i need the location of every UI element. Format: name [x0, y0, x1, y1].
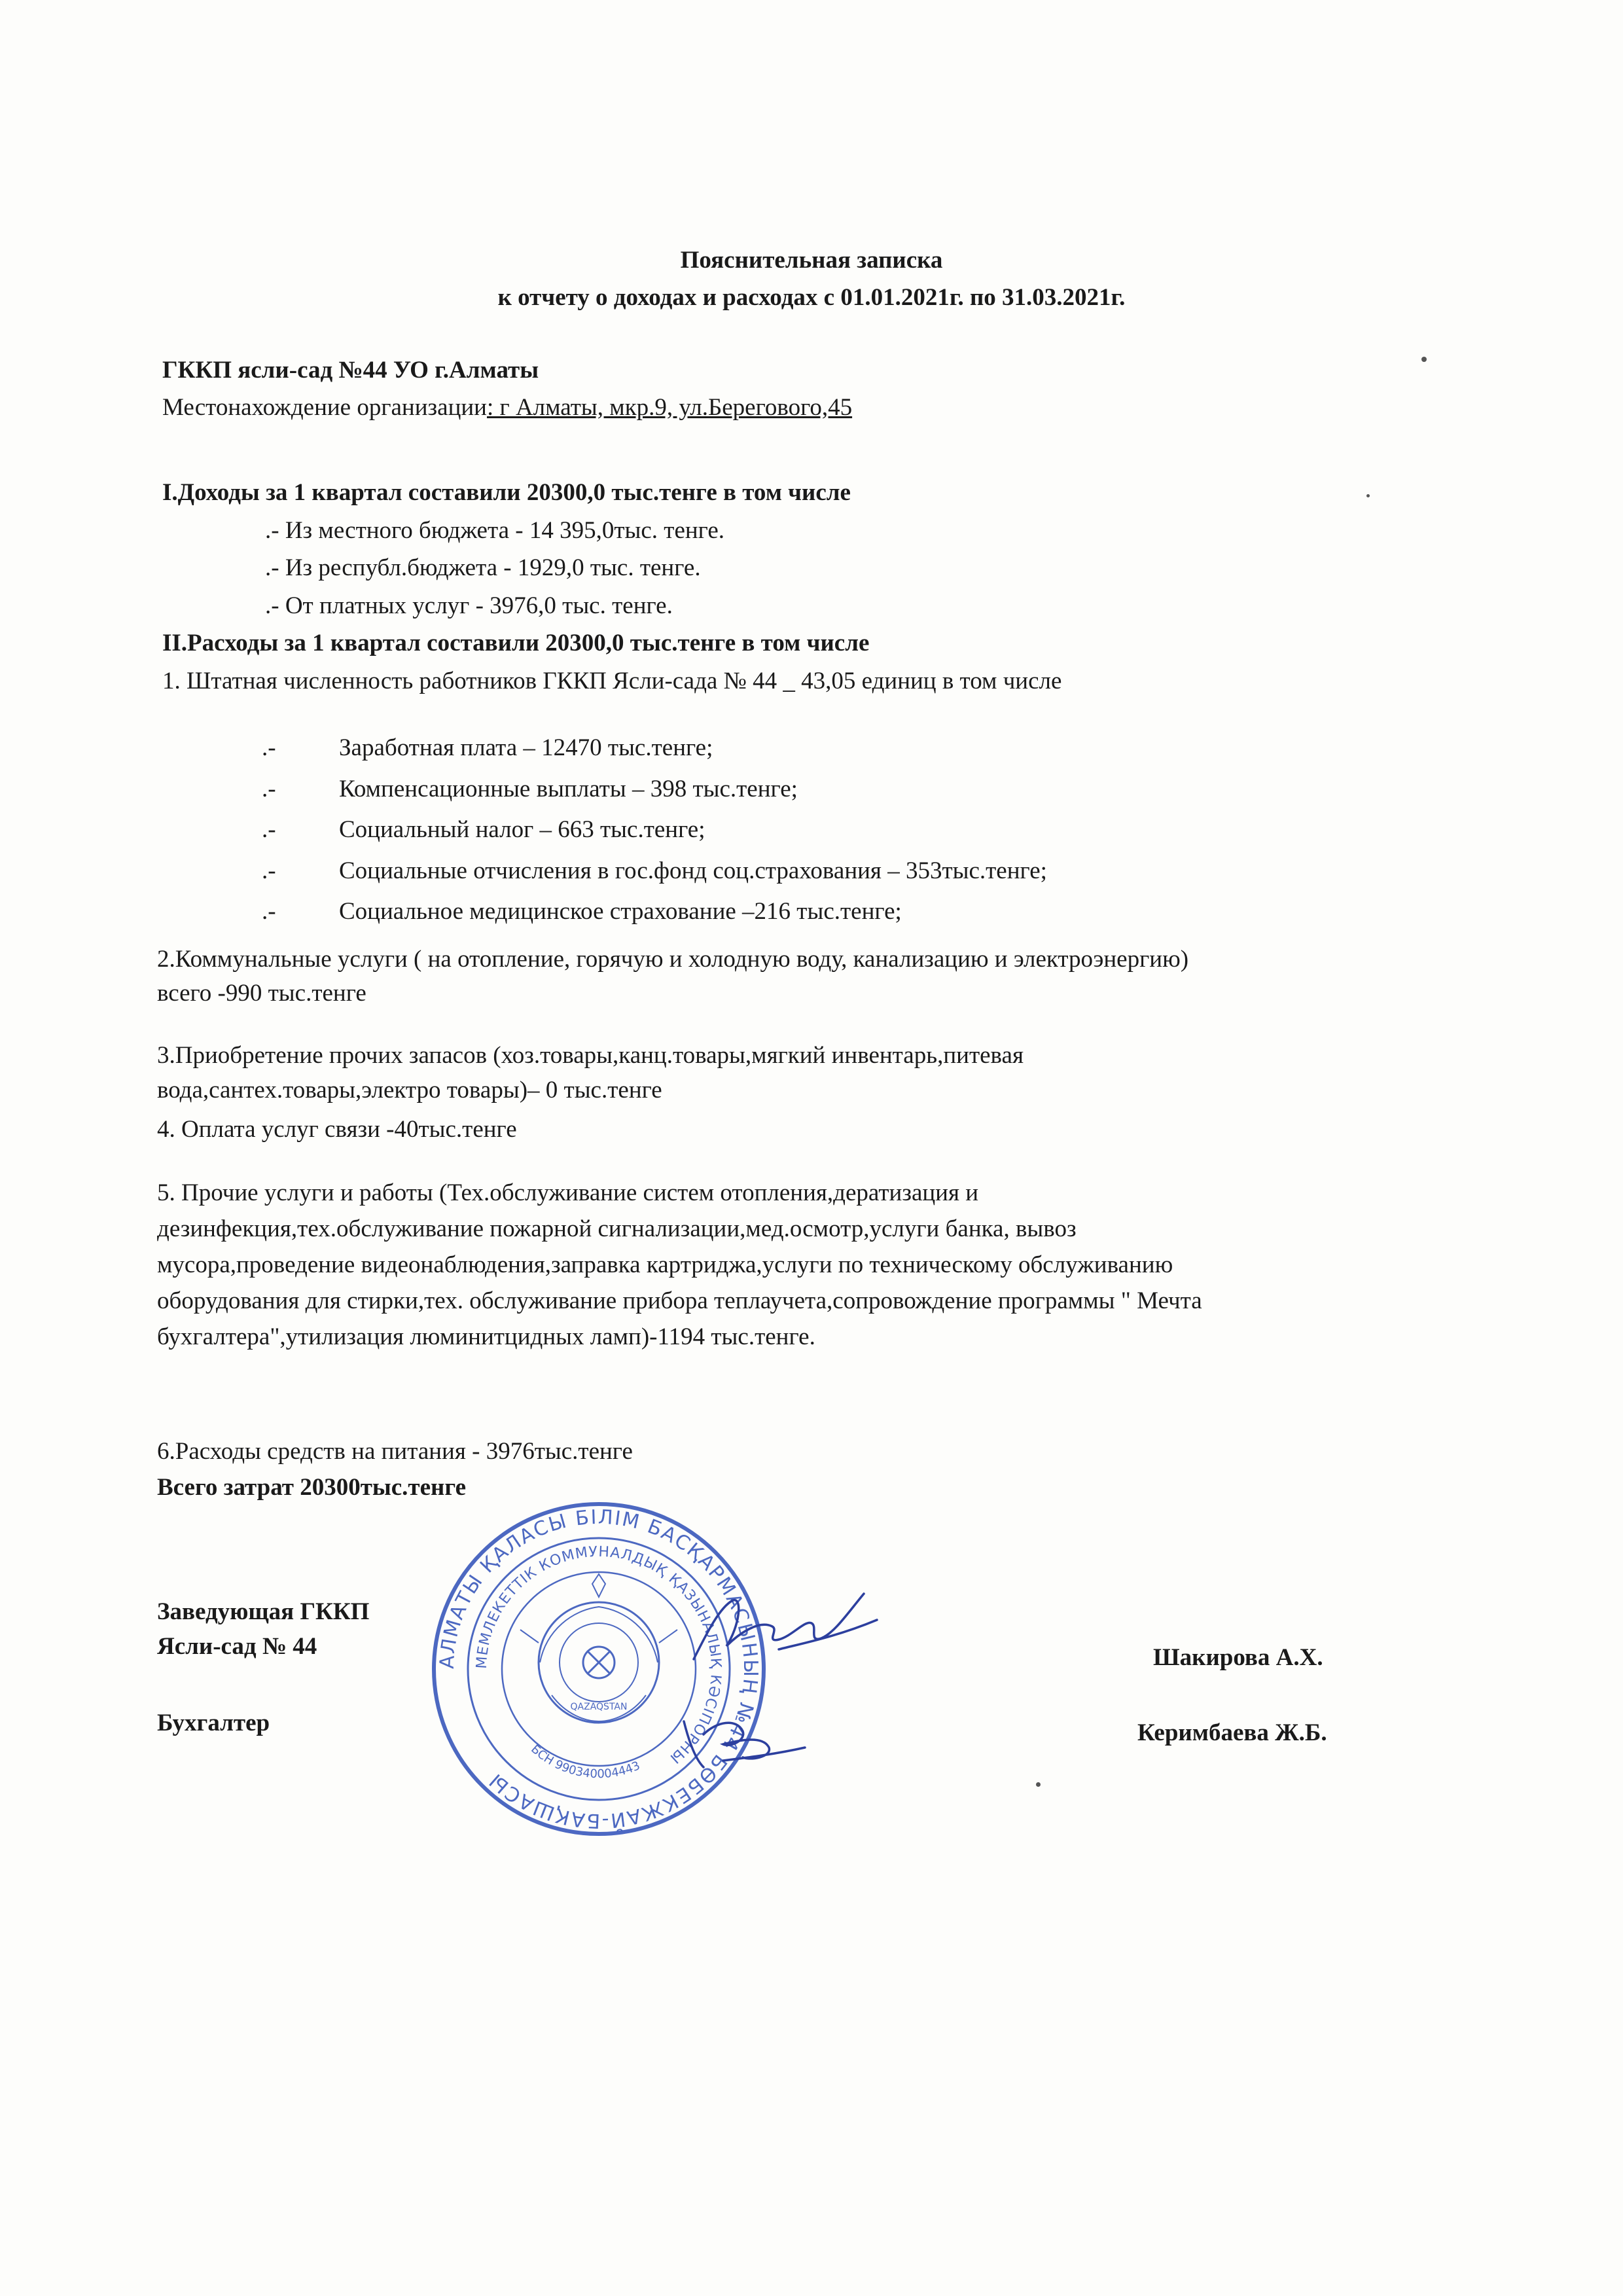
utilities-line: 2.Коммунальные услуги ( на отопление, горячую и холодную воду, канализацию и электроэнергию) [157, 946, 1189, 973]
scan-speck [1421, 357, 1427, 362]
scan-speck [1036, 1782, 1041, 1787]
accountant-title: Бухгалтер [157, 1710, 270, 1736]
staff-item-text: Социальное медицинское страхование –216 тыс.тенге; [339, 898, 902, 925]
income-item: .- От платных услуг - 3976,0 тыс. тенге. [265, 592, 673, 619]
other-services-line: 5. Прочие услуги и работы (Тех.обслуживание систем отопления,дератизация и [157, 1179, 979, 1206]
other-services-line: бухгалтера",утилизация люминитцидных ламп)-1194 тыс.тенге. [157, 1323, 815, 1350]
staff-item-marker: .- [262, 857, 276, 884]
seal-outer-text: АЛМАТЫ ҚАЛАСЫ БІЛІМ БАСҚАРМАСЫНЫҢ №44 БӨБЕКЖАЙ-БАҚШАСЫ [435, 1505, 762, 1833]
head-name: Шакирова А.Х. [1153, 1644, 1323, 1671]
staff-item-marker: .- [262, 898, 276, 925]
organization-location [162, 393, 852, 423]
staff-item-marker: .- [262, 776, 276, 802]
location-value: : г Алматы, мкр.9, ул.Берегового,45 [486, 394, 853, 421]
staff-item-marker: .- [262, 816, 276, 843]
seal-bin-text: БСН 990340004443 [528, 1742, 643, 1782]
income-item: .- Из местного бюджета - 14 395,0тыс. тенге. [265, 517, 725, 544]
head-title: Заведующая ГККП [157, 1598, 370, 1625]
document-title: Пояснительная записка [680, 247, 943, 274]
staff-item-text: Компенсационные выплаты – 398 тыс.тенге; [339, 776, 798, 802]
staff-item-text: Заработная плата – 12470 тыс.тенге; [339, 734, 713, 761]
seal-inner-text: МЕМЛЕКЕТТІК КОММУНАЛДЫҚ ҚАЗЫНАЛЫҚ КӘСІПОРНЫ [473, 1543, 724, 1767]
food-expenses-line: 6.Расходы средств на питания - 3976тыс.тенге [157, 1438, 633, 1465]
accountant-name: Керимбаева Ж.Б. [1137, 1719, 1327, 1746]
head-title-org: Ясли-сад № 44 [157, 1633, 317, 1660]
location-label: Местонахождение организации [162, 394, 487, 421]
other-services-line: оборудования для стирки,тех. обслуживание прибора теплаучета,сопровождение программы " Мечта [157, 1287, 1202, 1314]
staff-count-line: 1. Штатная численность работников ГККП Ясли-сада № 44 _ 43,05 единиц в том числе [162, 668, 1062, 694]
staff-item-text: Социальный налог – 663 тыс.тенге; [339, 816, 705, 843]
income-heading: I.Доходы за 1 квартал составили 20300,0 тыс.тенге в том числе [162, 479, 851, 506]
total-expenses: Всего затрат 20300тыс.тенге [157, 1474, 467, 1501]
expenses-heading: II.Расходы за 1 квартал составили 20300,0 тыс.тенге в том числе [162, 630, 870, 656]
supplies-line: 3.Приобретение прочих запасов (хоз.товары,канц.товары,мягкий инвентарь,питевая [157, 1042, 1024, 1069]
staff-item-marker: .- [262, 734, 276, 761]
organization-name: ГККП ясли-сад №44 УО г.Алматы [162, 357, 539, 384]
seal-emblem-text: QAZAQSTAN [570, 1702, 628, 1712]
head-signature [681, 1581, 883, 1679]
document-subtitle: к отчету о доходах и расходах с 01.01.2021г. по 31.03.2021г. [497, 284, 1126, 311]
other-services-line: дезинфекция,тех.обслуживание пожарной сигнализации,мед.осмотр,услуги банка, вывоз [157, 1215, 1077, 1242]
communication-line: 4. Оплата услуг связи -40тыс.тенге [157, 1116, 517, 1143]
supplies-line: вода,сантех.товары,электро товары)– 0 тыс.тенге [157, 1077, 662, 1103]
utilities-line: всего -990 тыс.тенге [157, 980, 366, 1007]
other-services-line: мусора,проведение видеонаблюдения,заправка картриджа,услуги по техническому обслуживанию [157, 1251, 1173, 1278]
income-item: .- Из республ.бюджета - 1929,0 тыс. тенге. [265, 554, 701, 581]
accountant-signature [664, 1695, 808, 1780]
scan-speck [1366, 494, 1370, 497]
staff-item-text: Социальные отчисления в гос.фонд соц.страхования – 353тыс.тенге; [339, 857, 1047, 884]
